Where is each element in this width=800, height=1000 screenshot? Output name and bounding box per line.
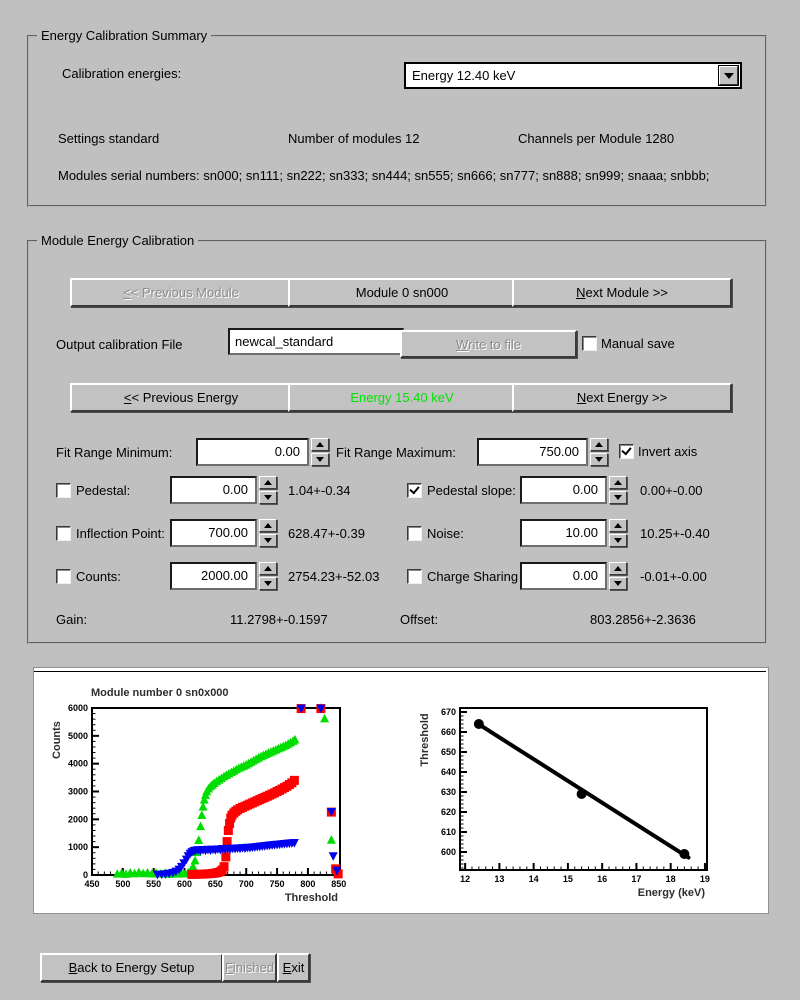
inflection-point-spinbox [170,519,277,547]
finished-button[interactable]: F inished [222,953,277,982]
spin-down-button[interactable] [609,577,627,590]
current-module-button[interactable]: Module 0 sn000 [288,278,516,307]
spin-down-button[interactable] [259,534,277,547]
svg-text:Module number 0 sn0x000: Module number 0 sn0x000 [91,687,229,699]
noise-checkbox[interactable] [407,526,422,541]
charge-sharing-checkbox[interactable] [407,569,422,584]
chevron-down-icon[interactable] [719,66,738,85]
svg-text:13: 13 [494,874,505,884]
next-module-button[interactable]: N ext Module >> [512,278,732,307]
svg-text:600: 600 [440,847,456,857]
svg-text:0: 0 [82,870,88,880]
energy-calibration-summary-group [27,28,767,207]
svg-text:800: 800 [300,879,316,889]
counts-checkbox[interactable] [56,569,71,584]
svg-text:1000: 1000 [67,842,88,853]
svg-text:15: 15 [562,874,573,884]
pedestal-label: Pedestal: [76,483,131,498]
invert-axis-label: Invert axis [638,444,698,459]
group-title: Module Energy Calibration [37,233,198,248]
spin-up-button[interactable] [609,476,627,489]
pedestal-slope-label: Pedestal slope: [427,483,516,498]
pedestal-spinbox [170,476,277,504]
write-to-file-button[interactable]: W rite to file [400,330,577,358]
fit-range-minimum-label: Fit Range Minimum: [56,445,173,460]
back-to-energy-setup-button[interactable]: B ack to Energy Setup [40,953,223,982]
output-calibration-file-input[interactable]: newcal_standard [228,328,404,355]
svg-text:2000: 2000 [67,814,88,825]
offset-label: Offset: [400,612,439,627]
svg-text:850: 850 [331,879,347,889]
inflection-point-label: Inflection Point: [76,526,165,541]
fit-range-maximum-input[interactable]: 750.00 [477,438,588,466]
svg-text:18: 18 [665,874,676,884]
spin-up-button[interactable] [590,438,608,451]
pedestal-checkbox[interactable] [56,483,71,498]
svg-text:3000: 3000 [67,786,88,797]
svg-text:Threshold: Threshold [284,892,338,904]
pedestal-slope-input[interactable]: 0.00 [520,476,607,504]
svg-text:6000: 6000 [67,703,88,713]
pedestal-result: 1.04+-0.34 [288,483,351,498]
noise-label: Noise: [427,526,464,541]
manual-save-checkbox[interactable] [582,336,597,351]
spin-down-button[interactable] [609,491,627,504]
module-energy-calibration-group [27,233,767,644]
pedestal-slope-checkbox[interactable] [407,483,422,498]
svg-text:640: 640 [440,767,456,777]
spin-up-button[interactable] [259,519,277,532]
inflection-point-result: 628.47+-0.39 [288,526,365,541]
svg-text:670: 670 [440,707,456,717]
number-of-modules-text: Number of modules 12 [288,131,420,146]
plot-panel [33,667,769,914]
spin-down-button[interactable] [609,534,627,547]
svg-text:14: 14 [528,874,539,884]
gain-label: Gain: [56,612,88,627]
fit-range-maximum-spinbox [477,438,608,466]
svg-text:5000: 5000 [67,730,88,741]
noise-input[interactable]: 10.00 [520,519,607,547]
svg-text:620: 620 [440,807,456,817]
fit-range-minimum-input[interactable]: 0.00 [196,438,309,466]
spin-down-button[interactable] [259,491,277,504]
spin-up-button[interactable] [311,438,329,451]
previous-energy-button[interactable]: < < Previous Energy [70,383,292,412]
svg-text:700: 700 [238,879,254,889]
svg-text:600: 600 [177,879,193,889]
spin-down-button[interactable] [590,453,608,466]
spin-down-button[interactable] [259,577,277,590]
gain-value: 11.2798+-0.1597 [230,612,328,627]
svg-text:660: 660 [440,727,456,737]
svg-text:650: 650 [440,747,456,757]
svg-text:17: 17 [631,874,642,884]
channels-per-module-text: Channels per Module 1280 [518,131,675,146]
spin-up-button[interactable] [259,476,277,489]
exit-button[interactable]: E xit [277,953,310,982]
group-title: Energy Calibration Summary [37,28,211,43]
pedestal-slope-spinbox [520,476,627,504]
scurve-plot [35,669,397,909]
svg-text:450: 450 [84,879,100,889]
counts-label: Counts: [76,569,121,584]
svg-text:Counts: Counts [51,721,63,759]
noise-result: 10.25+-0.40 [640,526,710,541]
charge-sharing-input[interactable]: 0.00 [520,562,607,590]
fit-range-maximum-label: Fit Range Maximum: [336,445,456,460]
svg-text:12: 12 [460,874,471,884]
charge-sharing-result: -0.01+-0.00 [640,569,707,584]
counts-result: 2754.23+-52.03 [288,569,380,584]
next-energy-button[interactable]: N ext Energy >> [512,383,732,412]
spin-up-button[interactable] [609,562,627,575]
previous-module-button[interactable]: < < Previous Module [70,278,292,307]
inflection-point-input[interactable]: 700.00 [170,519,257,547]
manual-save-label: Manual save [601,336,675,351]
charge-sharing-label: Charge Sharing [427,569,519,584]
current-energy-button[interactable]: Energy 15.40 keV [288,383,516,412]
svg-text:Threshold: Threshold [419,713,431,767]
svg-text:550: 550 [146,879,162,889]
threshold-energy-calibration-plot [416,669,766,909]
offset-value: 803.2856+-2.3636 [590,612,696,627]
noise-spinbox [520,519,627,547]
svg-text:500: 500 [115,879,131,889]
charge-sharing-spinbox [520,562,627,590]
fit-range-minimum-spinbox [196,438,329,466]
svg-text:630: 630 [440,787,456,797]
output-calibration-file-label: Output calibration File [56,337,183,352]
svg-text:650: 650 [207,879,223,889]
svg-text:19: 19 [699,874,710,884]
pedestal-input[interactable]: 0.00 [170,476,257,504]
calibration-energies-label: Calibration energies: [62,66,182,81]
calibration-energy-select[interactable] [404,62,742,89]
svg-text:610: 610 [440,827,456,837]
svg-text:Energy (keV): Energy (keV) [637,887,705,899]
settings-text: Settings standard [58,131,160,146]
spin-down-button[interactable] [311,453,329,466]
counts-input[interactable]: 2000.00 [170,562,257,590]
pedestal-slope-result: 0.00+-0.00 [640,483,703,498]
svg-text:4000: 4000 [67,758,88,769]
spin-up-button[interactable] [259,562,277,575]
module-serial-numbers-text: Modules serial numbers: sn000; sn111; sn222; sn333; sn444; sn555; sn666; sn777; sn888; sn999; snaaa; snbbb; [58,168,710,183]
svg-text:750: 750 [269,879,285,889]
calibration-energy-selected-value: Energy 12.40 keV [412,68,516,83]
svg-text:16: 16 [597,874,608,884]
invert-axis-checkbox[interactable] [619,444,634,459]
inflection-point-checkbox[interactable] [56,526,71,541]
spin-up-button[interactable] [609,519,627,532]
counts-spinbox [170,562,277,590]
